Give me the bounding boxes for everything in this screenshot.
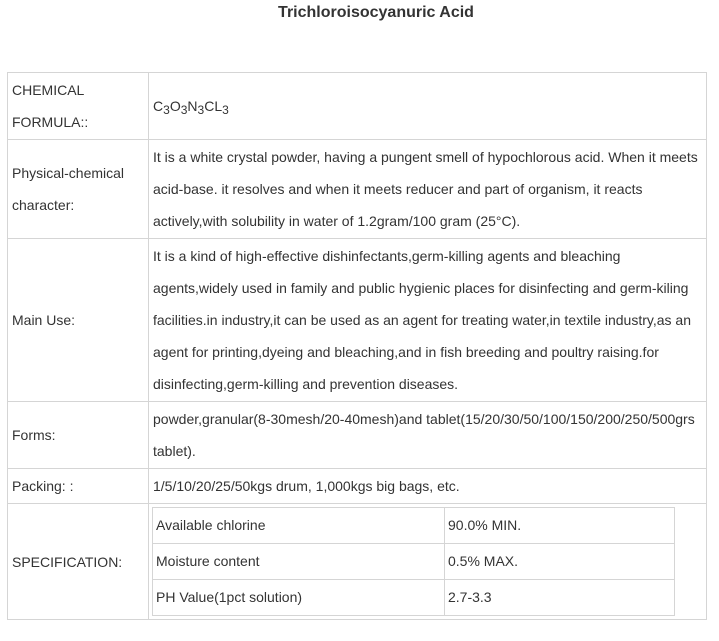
chemical-formula-label: CHEMICAL FORMULA:: bbox=[8, 73, 149, 140]
specification-value bbox=[149, 504, 707, 620]
specification-table bbox=[152, 507, 675, 616]
spec-name: Available chlorine bbox=[153, 508, 445, 544]
formula-subscript: 3 bbox=[222, 103, 229, 117]
spec-row bbox=[153, 580, 675, 616]
page-title: Trichloroisocyanuric Acid bbox=[278, 4, 474, 21]
spec-row bbox=[153, 544, 675, 580]
physical-chemical-value: It is a white crystal powder, having a pungent smell of hypochlorous acid. When it meets acid-base. it resolves and when it meets reducer and part of organism, it reacts actively,with solubility in water of 1.2gram/100 gram (25°C). bbox=[149, 140, 707, 239]
chemical-formula-value bbox=[149, 73, 707, 140]
spec-value: 2.7-3.3 bbox=[445, 580, 675, 616]
formula-part: CL bbox=[204, 98, 223, 114]
table-row-formula bbox=[8, 73, 707, 140]
formula-part: C bbox=[153, 98, 164, 114]
physical-chemical-label: Physical-chemical character: bbox=[8, 140, 149, 239]
table-row-physical bbox=[8, 140, 707, 239]
main-use-value: It is a kind of high-effective dishinfectants,germ-killing agents and bleaching agents,widely used in family and public hygienic places for disinfecting and germ-kiling facilities.in industry,it can be used as an agent for treating water,in textile industry,as an agent for printing,dyeing and bleaching,and in fish breeding and poultry raising.for disinfecting,germ-killing and prevention diseases. bbox=[149, 239, 707, 402]
formula-subscript: 3 bbox=[163, 103, 170, 117]
packing-label: Packing: : bbox=[8, 469, 149, 504]
table-row-packing bbox=[8, 469, 707, 504]
table-row-main-use bbox=[8, 239, 707, 402]
spec-value: 0.5% MAX. bbox=[445, 544, 675, 580]
formula-subscript: 3 bbox=[180, 103, 188, 117]
spec-value: 90.0% MIN. bbox=[445, 508, 675, 544]
forms-label: Forms: bbox=[8, 402, 149, 469]
formula-part: N bbox=[187, 98, 198, 114]
formula-subscript: 3 bbox=[197, 103, 205, 117]
spec-name: PH Value(1pct solution) bbox=[153, 580, 445, 616]
packing-value: 1/5/10/20/25/50kgs drum, 1,000kgs big bags, etc. bbox=[149, 469, 707, 504]
forms-value: powder,granular(8-30mesh/20-40mesh)and tablet(15/20/30/50/100/150/200/250/500grs tablet). bbox=[149, 402, 707, 469]
spec-row bbox=[153, 508, 675, 544]
table-row-specification bbox=[8, 504, 707, 620]
main-use-label: Main Use: bbox=[8, 239, 149, 402]
table-row-forms bbox=[8, 402, 707, 469]
product-spec-table bbox=[7, 72, 707, 620]
spec-name: Moisture content bbox=[153, 544, 445, 580]
formula-part: O bbox=[169, 98, 181, 114]
specification-label: SPECIFICATION: bbox=[8, 504, 149, 620]
